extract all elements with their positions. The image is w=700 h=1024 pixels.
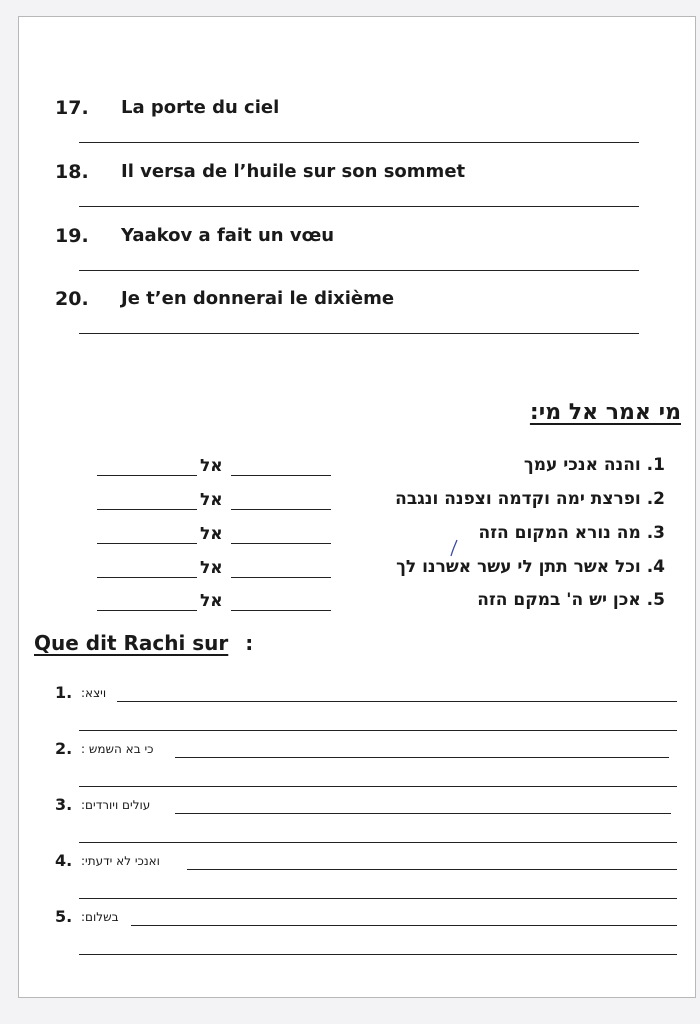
quote-text: 1. והנה אנכי עמך xyxy=(523,455,665,475)
speaker-blank[interactable] xyxy=(231,509,331,510)
connector-word: אל xyxy=(200,456,223,476)
rachi-word: כי בא השמש : xyxy=(81,742,154,756)
rachi-title-colon: : xyxy=(245,631,254,655)
pen-stroke-mark xyxy=(449,539,459,559)
worksheet-page xyxy=(18,16,696,998)
rachi-title xyxy=(34,631,253,655)
question-number: 20. xyxy=(55,288,89,310)
rachi-number: 3. xyxy=(55,795,73,814)
answer-line[interactable] xyxy=(79,142,639,143)
answer-line[interactable] xyxy=(79,786,677,787)
rachi-word: בשלום: xyxy=(81,910,119,924)
rachi-word: עולים ויורדים: xyxy=(81,798,151,812)
quote-text: 5. אכן יש ה' במקם הזה xyxy=(477,590,665,610)
speaker-blank[interactable] xyxy=(231,610,331,611)
answer-line[interactable] xyxy=(79,206,639,207)
rachi-item xyxy=(19,737,697,793)
rachi-item xyxy=(19,793,697,849)
question-text: La porte du ciel xyxy=(121,97,280,118)
speaker-blank[interactable] xyxy=(231,543,331,544)
answer-line[interactable] xyxy=(175,813,671,814)
question-number: 17. xyxy=(55,97,89,119)
rachi-number: 5. xyxy=(55,907,73,926)
question-text: Il versa de l’huile sur son sommet xyxy=(121,161,466,182)
answer-line[interactable] xyxy=(131,925,677,926)
answer-line[interactable] xyxy=(79,333,639,334)
answer-line[interactable] xyxy=(117,701,677,702)
question-item xyxy=(19,161,697,225)
rachi-word: ויצא: xyxy=(81,686,107,700)
rachi-item xyxy=(19,905,697,961)
question-item xyxy=(19,97,697,161)
listener-blank[interactable] xyxy=(97,475,197,476)
rachi-number: 1. xyxy=(55,683,73,702)
speaker-blank[interactable] xyxy=(231,577,331,578)
connector-word: אל xyxy=(200,558,223,578)
answer-line[interactable] xyxy=(79,842,677,843)
speaker-blank[interactable] xyxy=(231,475,331,476)
connector-word: אל xyxy=(200,490,223,510)
question-number: 18. xyxy=(55,161,89,183)
who-said-row xyxy=(19,455,697,485)
answer-line[interactable] xyxy=(79,898,677,899)
question-item xyxy=(19,288,697,352)
connector-word: אל xyxy=(200,591,223,611)
listener-blank[interactable] xyxy=(97,610,197,611)
answer-line[interactable] xyxy=(187,869,677,870)
answer-line[interactable] xyxy=(79,270,639,271)
listener-blank[interactable] xyxy=(97,577,197,578)
who-said-row xyxy=(19,489,697,519)
who-said-title: מי אמר אל מי: xyxy=(529,400,681,425)
quote-text: 3. מה נורא המקום הזה xyxy=(478,523,665,543)
who-said-row xyxy=(19,590,697,620)
listener-blank[interactable] xyxy=(97,543,197,544)
question-number: 19. xyxy=(55,225,89,247)
answer-line[interactable] xyxy=(79,954,677,955)
question-text: Je t’en donnerai le dixième xyxy=(121,288,395,309)
rachi-item xyxy=(19,849,697,905)
rachi-item xyxy=(19,681,697,737)
rachi-word: ואנכי לא ידעתי: xyxy=(81,854,160,868)
question-item xyxy=(19,225,697,289)
rachi-number: 4. xyxy=(55,851,73,870)
question-text: Yaakov a fait un vœu xyxy=(121,225,335,246)
listener-blank[interactable] xyxy=(97,509,197,510)
quote-text: 4. וכל אשר תתן לי עשר אשרנו לך xyxy=(396,557,665,577)
rachi-number: 2. xyxy=(55,739,73,758)
connector-word: אל xyxy=(200,524,223,544)
who-said-row xyxy=(19,523,697,553)
answer-line[interactable] xyxy=(79,730,677,731)
who-said-row xyxy=(19,557,697,587)
answer-line[interactable] xyxy=(175,757,669,758)
rachi-title-text: Que dit Rachi sur xyxy=(34,631,229,655)
quote-text: 2. ופרצת ימה וקדמה וצפנה ונגבה xyxy=(395,489,665,509)
